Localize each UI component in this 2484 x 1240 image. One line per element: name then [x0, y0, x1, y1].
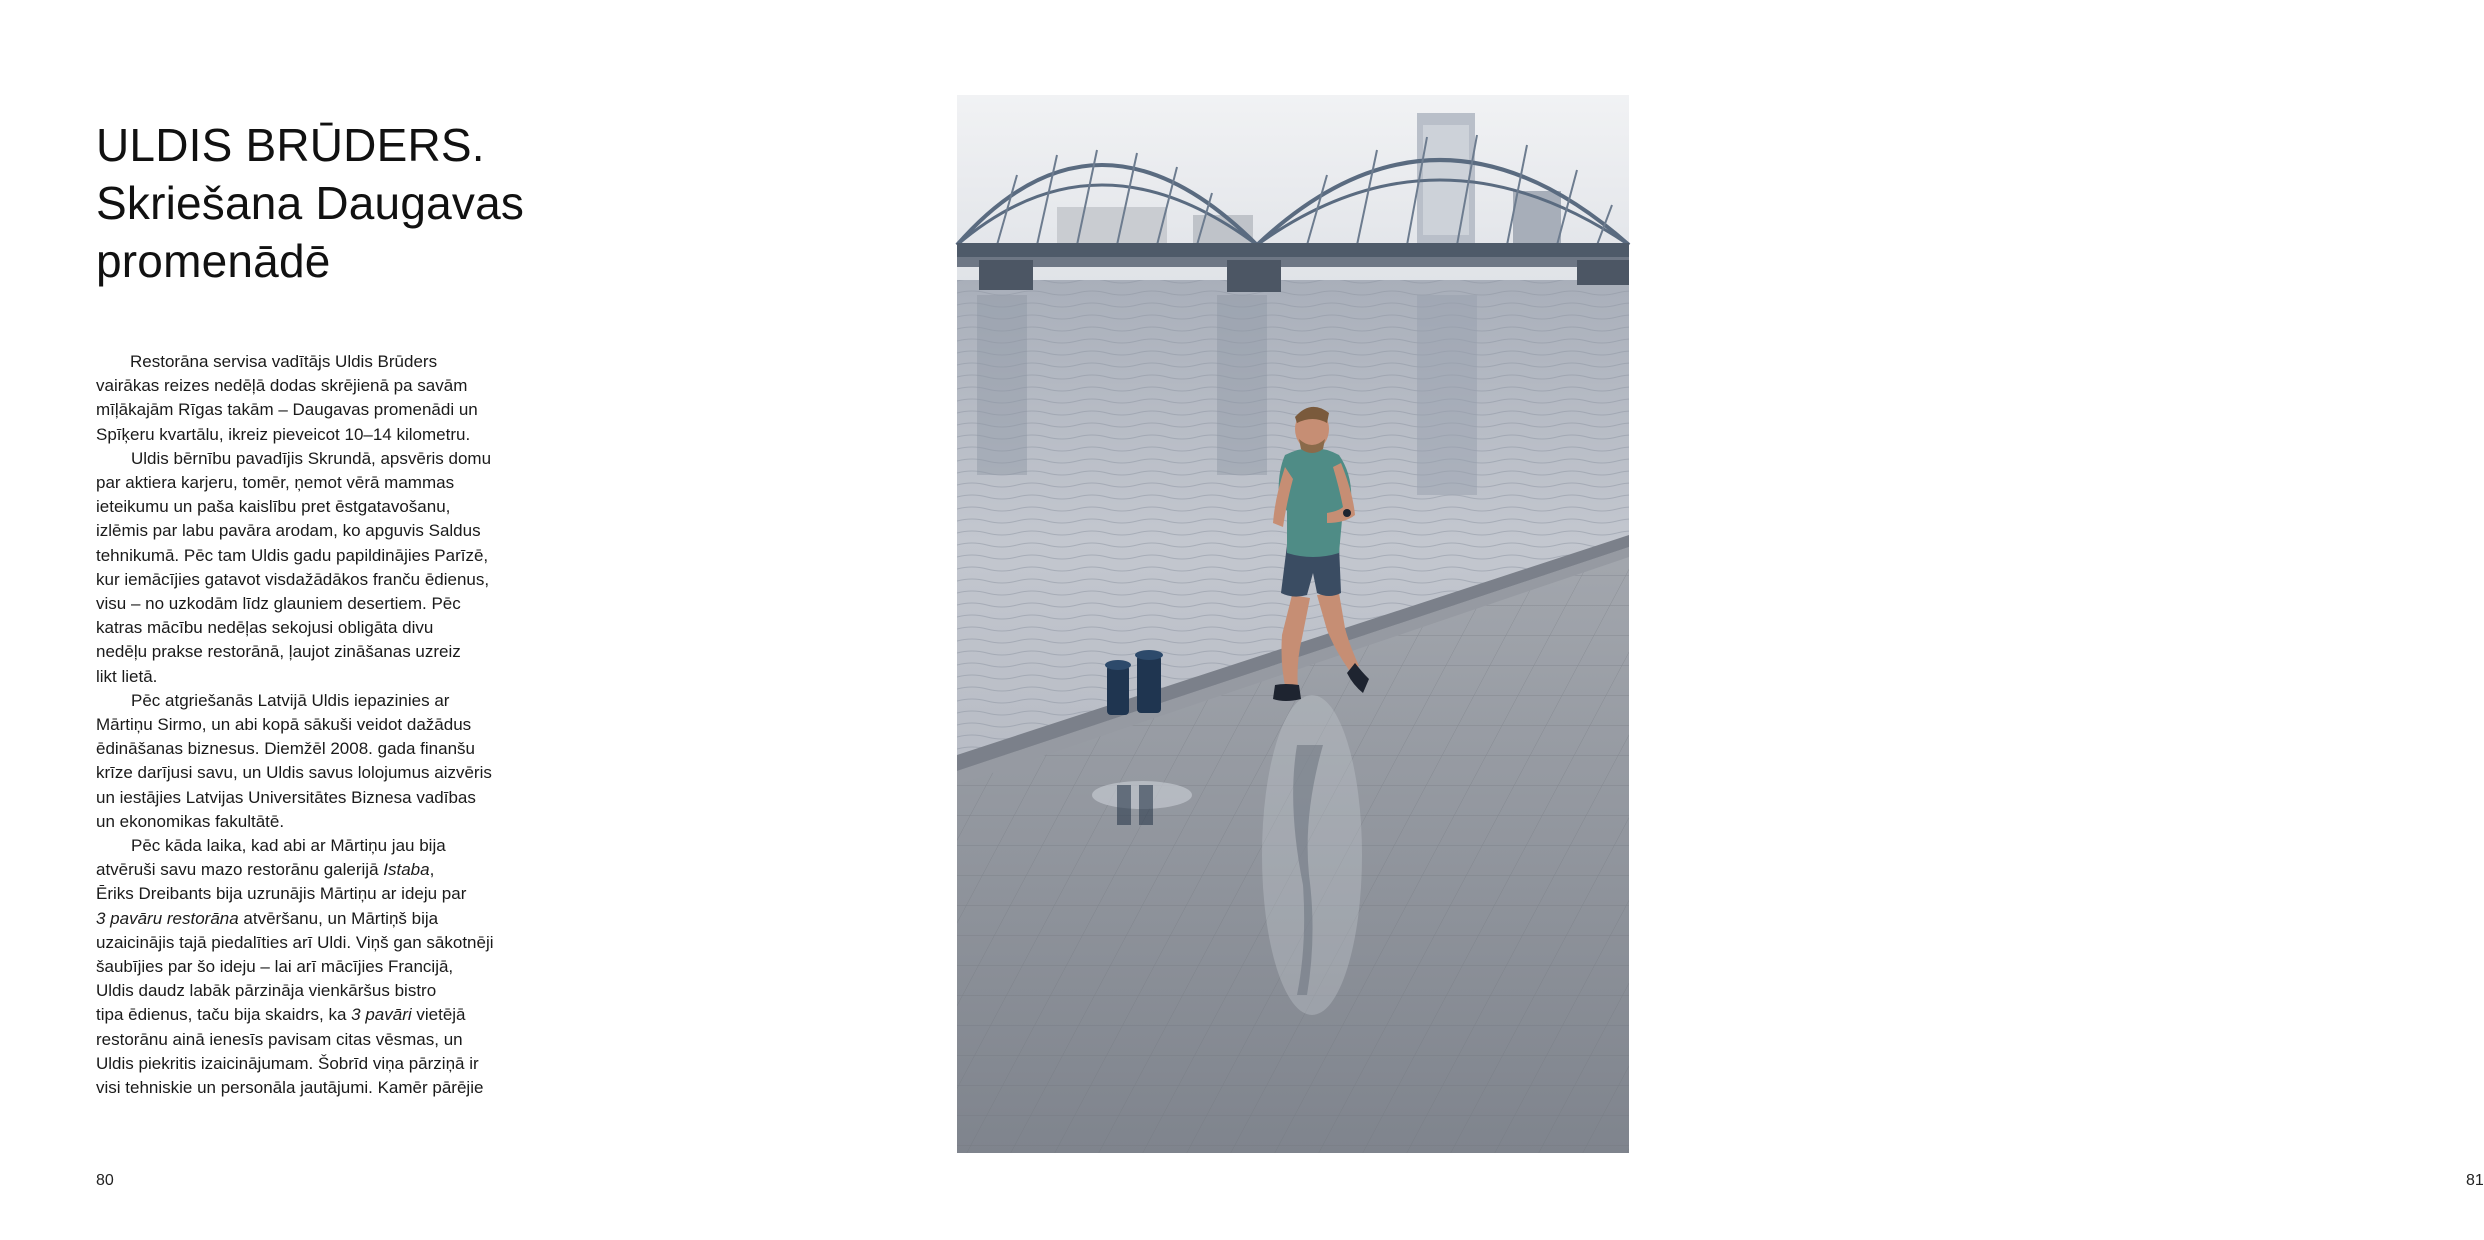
chapter-title-line: ULDIS BRŪDERS.: [96, 119, 485, 171]
text-line: uzaicinājis tajā piedalīties arī Uldi. Viņš gan sākotnēji: [96, 932, 494, 952]
body-paragraph: [96, 834, 536, 1100]
text-line: mīļākajām Rīgas takām – Daugavas promenādi un: [96, 400, 478, 420]
text-line: Pēc atgriešanās Latvijā Uldis iepazinies ar: [131, 690, 450, 710]
italic-title: 3 pavāri: [351, 1005, 412, 1025]
text-line: nedēļu prakse restorānā, ļaujot zināšanas uzreiz: [96, 642, 461, 662]
text-line: Mārtiņu Sirmo, un abi kopā sākuši veidot dažādus: [96, 715, 472, 735]
text-line: visu – no uzkodām līdz glauniem desertiem. Pēc: [96, 594, 461, 614]
text-line: un ekonomikas fakultātē.: [96, 811, 285, 831]
article-body: [96, 350, 536, 1100]
text-line: par aktiera karjeru, tomēr, ņemot vērā mammas: [96, 473, 455, 493]
chapter-title: [96, 116, 616, 290]
text-line: tehnikumā. Pēc tam Uldis gadu papildinājies Parīzē,: [96, 545, 489, 565]
left-page: [0, 0, 856, 1240]
text-line: Spīķeru kvartālu, ikreiz pieveicot 10–14 kilometru.: [96, 424, 471, 444]
text-line: Pēc kāda laika, kad abi ar Mārtiņu jau bija: [131, 836, 446, 856]
text-line: ēdināšanas biznesus. Diemžēl 2008. gada finanšu: [96, 739, 475, 759]
text-line: Uldis piekritis izaicinājumam. Šobrīd viņa pārziņā ir: [96, 1053, 479, 1073]
text-line: atvēruši savu mazo restorānu galerijā Istaba,: [96, 860, 435, 880]
text-line: šaubījies par šo ideju – lai arī mācījies Francijā,: [96, 957, 454, 977]
text-line: restorānu ainā ienesīs pavisam citas vēsmas, un: [96, 1029, 463, 1049]
chapter-title-line: promenādē: [96, 235, 331, 287]
text-line: kur iemācījies gatavot visdažādākos franču ēdienus,: [96, 569, 490, 589]
text-line: tipa ēdienus, taču bija skaidrs, ka 3 pavāri vietējā: [96, 1005, 466, 1025]
page-number-right: 81: [2466, 1172, 2484, 1189]
text-line: un iestājies Latvijas Universitātes Biznesa vadības: [96, 787, 476, 807]
page-number-left: 80: [96, 1172, 114, 1189]
text-line: Restorāna servisa vadītājs Uldis Brūders: [130, 352, 438, 371]
text-line: katras mācību nedēļas sekojusi obligāta divu: [96, 618, 434, 638]
text-line: 3 pavāru restorāna atvēršanu, un Mārtiņš bija: [96, 908, 439, 928]
body-paragraph: [96, 350, 536, 447]
text-line: Uldis daudz labāk pārzināja vienkāršus bistro: [96, 981, 437, 1001]
runner-photo: [957, 95, 1629, 1153]
text-line: ieteikumu un paša kaislību pret ēstgatavošanu,: [96, 497, 451, 517]
italic-title: Istaba: [383, 860, 430, 880]
text-line: krīze darījusi savu, un Uldis savus lolojumus aizvēris: [96, 763, 492, 783]
text-line: Uldis bērnību pavadījis Skrundā, apsvēris domu: [131, 448, 492, 468]
text-line: izlēmis par labu pavāra arodam, ko apguvis Saldus: [96, 521, 481, 541]
text-line: Ēriks Dreibants bija uzrunājis Mārtiņu ar ideju par: [96, 884, 467, 904]
chapter-title-line: Skriešana Daugavas: [96, 177, 525, 229]
text-line: vairākas reizes nedēļā dodas skrējienā pa savām: [96, 376, 468, 396]
body-paragraph: [96, 689, 536, 834]
text-line: likt lietā.: [96, 666, 158, 686]
body-paragraph: [96, 447, 536, 689]
italic-title: 3 pavāru restorāna: [96, 908, 239, 928]
runner-on-riverside-promenade-photo: [957, 95, 1629, 1153]
text-line: visi tehniskie un personāla jautājumi. Kamēr pārējie: [96, 1078, 484, 1098]
